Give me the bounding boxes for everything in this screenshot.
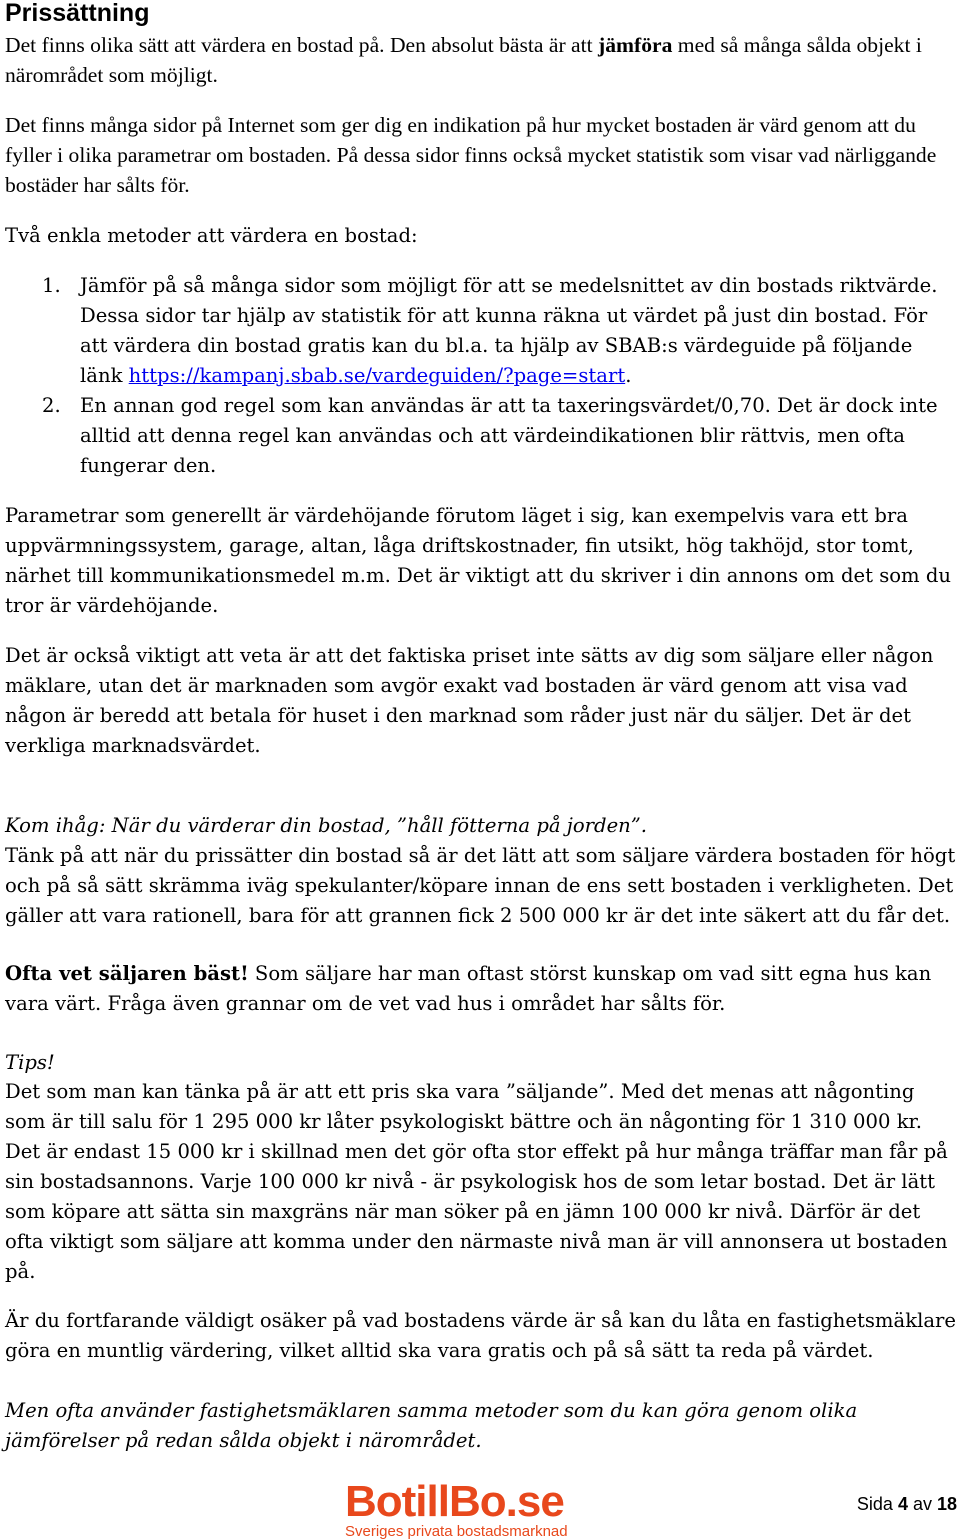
method-text: En annan god regel som kan användas är att ta taxeringsvärdet/0,70. Det är dock inte alltid att denna regel kan användas och att värdeindikationen blir rättvis, men ofta fungerar den.	[80, 394, 938, 477]
remember-paragraph: Tänk på att när du prissätter din bostad så är det lätt att som säljare värdera bostaden för högt och på så sätt skrämma iväg spekulanter/köpare innan de ens sett bostaden i verkligheten. Det gäller att vara rationell, bara för att grannen fick 2 500 000 kr är det inte säkert att du får det.	[5, 844, 956, 927]
methods-list	[5, 271, 957, 481]
seller-text: Som säljare har man oftast störst kunskap om vad sitt egna hus kan vara värt. Fråga även grannar om de vet vad hus i området har sålts för.	[5, 962, 932, 1015]
market-paragraph: Det är också viktigt att veta är att det faktiska priset inte sätts av dig som säljare eller någon mäklare, utan det är marknaden som avgör exakt vad bostaden är värd genom att visa vad någon är beredd att betala för huset i den marknad som råder just när du säljer. Det är det verkliga marknadsvärdet.	[5, 644, 934, 757]
methods-title: Två enkla metoder att värdera en bostad:	[5, 224, 418, 247]
intro-paragraph	[5, 30, 957, 90]
method-item-1	[5, 271, 957, 391]
tips-paragraph: Det som man kan tänka på är att ett pris ska vara ”säljande”. Med det menas att någonting som är till salu för 1 295 000 kr låter psykologiskt bättre och än någonting för 1 310 000 kr. Det är endast 15 000 kr i skillnad men det gör ofta stor effekt på hur många träffar man får på sin bostadsannons. Varje 100 000 kr nivå - är psykologisk hos de som letar bostad. Det är lätt som köpare att sätta sin maxgräns när man söker på en jämn 100 000 kr nivå. Därför är det ofta viktigt som säljare att komma under den närmaste nivå man är vill annonsera ut bostaden på.	[5, 1080, 948, 1283]
remember-heading: Kom ihåg: När du värderar din bostad, ”håll fötterna på jorden”.	[5, 814, 648, 837]
method-number: 1.	[42, 274, 61, 297]
internet-paragraph: Det finns många sidor på Internet som ger dig en indikation på hur mycket bostaden är värd genom att du fyller i olika parametrar om bostaden. På dessa sidor finns också mycket statistik som visar vad närliggande bostäder har sålts för.	[5, 113, 937, 197]
document-page	[5, 0, 957, 1540]
botillbo-logo	[345, 1474, 595, 1540]
seller-bold: Ofta vet säljaren bäst!	[5, 962, 249, 985]
intro-text-pre: Det finns olika sätt att värdera en bostad på. Den absolut bästa är att	[5, 33, 599, 57]
page-total: 18	[936, 1494, 957, 1514]
sbab-link[interactable]: https://kampanj.sbab.se/vardeguiden/?page=start	[128, 364, 626, 387]
broker-paragraph: Är du fortfarande väldigt osäker på vad bostadens värde är så kan du låta en fastighetsmäklare göra en muntlig värdering, vilket alltid ska vara gratis och på så sätt ta reda på värdet.	[5, 1309, 956, 1362]
page-prefix: Sida	[856, 1494, 898, 1514]
logo-wordmark: BotillBo.se	[345, 1477, 564, 1526]
method-text: Jämför på så många sidor som möjligt för att se medelsnittet av din bostads riktvärde. Dessa sidor tar hjälp av statistik för att kunna räkna ut värdet på just din bostad. För att värdera din bostad gratis kan du bl.a. ta hjälp av SBAB:s värdeguide på följande länk	[80, 274, 938, 387]
page-heading: Prissättning	[5, 0, 150, 27]
page-current: 4	[897, 1494, 908, 1514]
page-mid: av	[907, 1494, 937, 1514]
method-item-2	[5, 391, 957, 481]
method-number: 2.	[42, 394, 61, 417]
seller-paragraph	[5, 959, 957, 1019]
method-text-after: .	[625, 364, 632, 387]
logo-tagline: Sveriges privata bostadsmarknad	[345, 1523, 568, 1540]
page-number	[857, 1492, 957, 1516]
params-paragraph: Parametrar som generellt är värdehöjande förutom läget i sig, kan exempelvis vara ett bra uppvärmningssystem, garage, altan, låga driftskostnader, fin utsikt, hög takhöjd, stor tomt, närhet till kommunikationsmedel m.m. Det är viktigt att du skriver i din annons om det som du tror är värdehöjande.	[5, 504, 952, 617]
tips-title: Tips!	[5, 1051, 55, 1074]
intro-bold: jämföra	[598, 33, 673, 57]
intro-text-post: med så många sålda objekt i närområdet som möjligt.	[5, 33, 922, 87]
broker-italic: Men ofta använder fastighetsmäklaren samma metoder som du kan göra genom olika jämförelser på redan sålda objekt i närområdet.	[5, 1399, 858, 1452]
